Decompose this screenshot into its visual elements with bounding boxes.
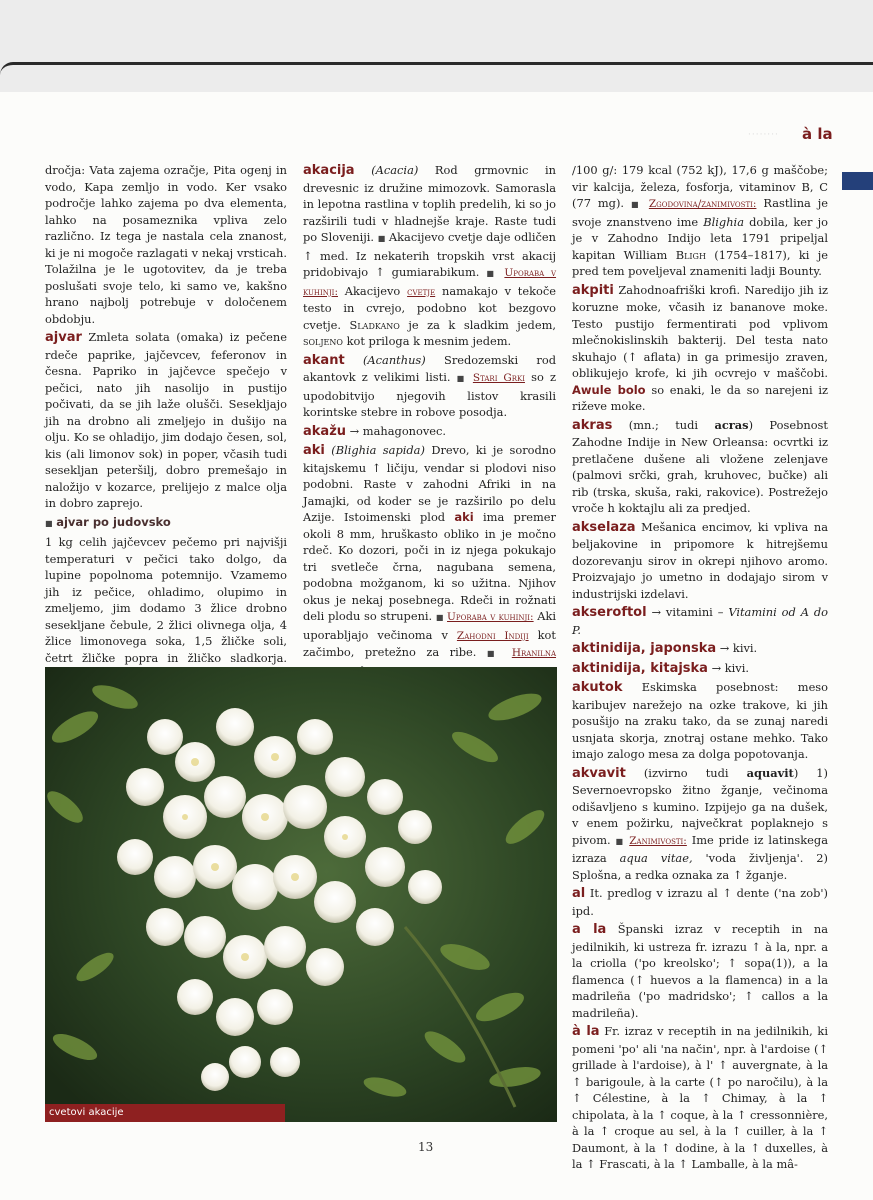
square-bullet-icon: ■	[486, 649, 502, 658]
headword: akpiti	[572, 282, 614, 298]
entry-akras	[572, 417, 828, 517]
entry-text: (izvirno tudi	[643, 765, 729, 780]
entry-text: dobila, ker jo je v Zahodno Indijo leta 1791 pripeljal kapitan William	[572, 214, 829, 262]
section-ref: Uporaba v kuhinji:	[447, 611, 534, 623]
entry-akacija	[303, 162, 556, 350]
entry-text: namakajo v tekoče testo in cvrejo, podobno kot bezgovo cvetje.	[303, 283, 557, 332]
paragraph-dosha: dročja: Vata zajema ozračje, Pita ogenj in vodo, Kapa zemljo in vodo. Ker vsako področje lahko zajema po dva elementa, lahko na posameznika vpliva zelo različno. Iz tega je nastala cela znanost, ki je ni mogoče razlagati v nekaj vrsticah. Tolažilna je le ugotovitev, da je treba poslušati svoje telo, ki samo ve, kakšno hrano najbolj potrebuje v določenem obdobju.	[45, 163, 287, 326]
square-bullet-icon: ■	[377, 234, 386, 243]
latin-name: (Blighia sapida)	[331, 443, 425, 457]
column-3	[572, 162, 828, 1175]
entry-akvavit	[572, 765, 828, 884]
entry-akazu	[303, 423, 556, 441]
inline-headword: aki	[454, 510, 474, 524]
headword: akacija	[303, 163, 355, 178]
square-bullet-icon: ■	[631, 200, 642, 209]
headword: aki	[303, 443, 325, 458]
entry-akpiti	[572, 282, 828, 415]
entry-text: → mahagonovec.	[349, 423, 447, 438]
entry-text: Mešanica encimov, ki vpliva na beljakovine in pripomore k hitrejšemu dozorevanju sirov in okrepi njihovo aromo. Proizvajajo jo umetno in dodajajo sirom v industrijski izdelavi.	[572, 519, 828, 601]
entry-akutok	[572, 679, 828, 763]
entry-text: → kivi.	[711, 660, 750, 675]
entry-text: Akacijevo cvetje daje odličen ↑ med. Iz nekaterih tropskih vrst akacij pridobivajo ↑ gumiarabikum.	[303, 230, 556, 279]
cross-ref: Stari Grki	[472, 372, 525, 384]
headword: akselaza	[572, 519, 636, 535]
column-1	[45, 162, 287, 734]
entry-text: je za k sladkim jedem,	[408, 317, 556, 332]
italic-ref: Vitamini od A do P.	[572, 605, 828, 637]
entry-text: Zahodnoafriški krofi. Naredijo jih iz koruzne moke, včasih iz bananove moke. Testo pustijo fermentirati pod vplivom mlečnokislinskih bakterij. Del testa nato skuhajo (↑ aflata) in ga primesijo zraven, oblikujejo krofe, ki jih ocvrejo v maščobi.	[572, 282, 828, 380]
entry-text: ima premer okoli 8 mm, hruškasto obliko in je močno rdeč. Ko dozori, poči in iz njega pokukajo tri svetleče črna, nagubana semena, podobna možganom, ki so užitna. Njihov okus je nekaj posebnega. Rdeči in rožnati deli plodu so strupeni.	[303, 510, 556, 623]
entry-text: Fr. izraz v receptih in na jedilnikih, ki pomeni 'po' ali 'na način', npr. à l'ardoise (↑ grillade à l'ardoise), à l' ↑ auvergnate, à la ↑ barigoule, à la carte (↑ po naročilu), à la ↑ Célestine, à la ↑ Chimay, à la ↑ chipolata, à la ↑ coque, à la ↑ cressonnière, à la ↑ croque au sel, à la ↑ cuiller, à la ↑ Daumont, à la ↑ dodine, à la ↑ duxelles, à la ↑ Frascati, à la ↑ Lamballe, à la mâ-	[572, 1024, 828, 1171]
section-ref: Zanimivosti:	[629, 834, 687, 847]
entry-text: It. predlog v izrazu al ↑ dente ('na zob') ipd.	[572, 886, 828, 918]
entry-text: 'voda življenja'. 2) Splošna, a redka oznaka za ↑ žganje.	[572, 851, 828, 882]
entry-text: Španski izraz v receptih in na jedilnikih, ki ustreza fr. izrazu ↑ à la, npr. a la criolla ('po kreolsko'; ↑ sopa(1)), a la flamenca (↑ huevos a la flamenca) in a la madrileña ('po madridsko'; ↑ callos a la madrileña).	[572, 922, 829, 1020]
headword: al	[572, 886, 586, 901]
small-caps-term: soljeno	[303, 334, 343, 348]
entry-aktinidija-kitajska	[572, 660, 828, 678]
entry-text: → vitamini –	[651, 605, 724, 619]
entry-text: Sredozemski rod akantovk z velikimi listi.	[303, 352, 556, 384]
entry-text: Zmleta solata (omaka) iz pečene rdeče paprike, jajčevcev, feferonov in česna. Papriko in jajčevce spečejo v pečici, nato jih nasolijo in pustijo počivati, da se jih laže olušči. Sesekljajo jih na drobno ali zmeljejo in dušijo na olju. Ko se ohladijo, jim dodajo česen, sol, kis (ali limonov sok) in poper, včasih tudi sesekljan peteršilj, dobro premešajo in naložijo v kozarce, prelijejo z malce olja in dobro zaprejo.	[45, 330, 287, 510]
entry-aktinidija-japonska	[572, 640, 828, 658]
entry-a-la-french	[572, 1023, 828, 1173]
square-bullet-icon: ■	[615, 836, 625, 846]
entry-aki-continued	[572, 162, 828, 280]
entry-text: Rod grmovnic in drevesnic iz družine mimozovk. Samorasla in lepotna rastlina v toplih predelih, ki so jo razširili tudi v hladnejše kraje. Raste tudi po Sloveniji.	[303, 163, 557, 244]
entry-text: Rastlina je svoje znanstveno ime	[572, 196, 829, 229]
headword: akant	[303, 352, 345, 368]
entry-akselaza	[572, 519, 828, 603]
headword: akvavit	[572, 765, 626, 781]
small-caps-term: Bligh	[675, 247, 706, 262]
entry-text: kot začimbo, pretežno za ribe.	[303, 627, 556, 659]
entry-text: Ime pride iz latinskega izraza	[572, 832, 828, 865]
headword: aktinidija, japonska	[572, 641, 717, 656]
entry-akseroftol	[572, 604, 828, 638]
entry-text: /100 g/: 179 kcal (752 kJ), 17,6 g maščobe; vir kalcija, železa, fosforja, vitaminov B, C (77 mg).	[572, 163, 828, 210]
entry-text: Aki uporabljajo večinoma v	[303, 609, 557, 642]
entry-text: Drevo, ki je sorodno kitajskemu ↑ ličiju, vendar si plodovi niso podobni. Raste v zahodni Afriki in na Jamajki, od koder se je razširilo po delu Azije. Istoimenski plod	[303, 443, 557, 524]
headword: ajvar	[45, 330, 82, 345]
cross-ref: cvetje	[407, 285, 436, 298]
square-bullet-icon: ■	[45, 518, 53, 528]
entry-al	[572, 885, 828, 919]
latin-name: (Acacia)	[371, 163, 419, 177]
entry-text: so z upodobitvijo njegovih listov krasili korintske stebre in robove posodja.	[303, 370, 556, 419]
latin-name: (Acanthus)	[362, 352, 426, 367]
entry-text: (1754–1817), ki je pred tem poveljeval znameniti ladji Bounty.	[572, 247, 828, 278]
entry-text: → kivi.	[719, 641, 758, 655]
entry-text: (mn.; tudi	[628, 417, 699, 432]
entry-text: ) 1) Severnoevropsko žitno žganje, večinoma odišavljeno s kumino. Izpijejo ga na dušek, v enem požirku, največkrat poplaknejo s pivom.	[572, 765, 829, 847]
entry-a-la-spanish	[572, 921, 828, 1021]
headword: akutok	[572, 680, 623, 695]
small-caps-term: Sladkano	[349, 317, 400, 332]
scan-background	[0, 0, 873, 95]
section-ref: Uporaba v kuhinji:	[303, 267, 557, 298]
cross-ref: Zahodni Indiji	[456, 629, 529, 642]
latin-name: aqua vitae,	[619, 851, 693, 865]
recipe-heading	[45, 514, 287, 533]
entry-text: so enaki, le da so narejeni iz riževe moke.	[572, 382, 829, 413]
bold-term: aquavit	[746, 765, 794, 780]
recipe-title: ajvar po judovsko	[56, 514, 171, 529]
entry-aki	[303, 442, 556, 680]
inline-headword: Awule bolo	[572, 382, 646, 397]
section-ref: Zgodovina/zanimivosti:	[648, 198, 757, 210]
headword: à la	[572, 1024, 600, 1039]
entry-text: Akacijevo	[344, 283, 401, 298]
thumb-index-tab	[842, 172, 873, 190]
headword: a la	[572, 922, 607, 937]
entry-ajvar	[45, 329, 287, 512]
column-2	[303, 162, 556, 682]
section-ref: Hranilna	[511, 647, 557, 659]
scan-page-edge	[0, 62, 873, 75]
page-number: 13	[418, 1140, 434, 1154]
recipe-text: 1 kg celih jajčevcev pečemo pri najvišji temperaturi v pečici tako dolgo, da lupine popolnoma potemnijo. Vzamemo jih iz pečice, ohladimo, olupimo in zmeljemo, jim dodamo 3 žlice drobno sesekljane čebule, 2 žlici olivnega olja, 4 žlice limonovega soka, 1,5 žličke soli, četrt žličke popra in žličko sladkorja.	[45, 535, 287, 665]
latin-name: Blighia	[703, 214, 744, 229]
headword: akseroftol	[572, 605, 647, 620]
acacia-flowers-photo	[45, 667, 557, 1122]
square-bullet-icon: ■	[456, 374, 467, 383]
photo-caption: cvetovi akacije	[45, 1104, 285, 1122]
headword: akras	[572, 417, 613, 433]
bold-term: acras	[714, 417, 749, 432]
square-bullet-icon: ■	[435, 613, 444, 622]
headword: akažu	[303, 423, 347, 439]
entry-text: ) Posebnost Zahodne Indije in New Orleansa: ocvrtki iz pretlačene dušene ali vložene zelenjave (palmovi srčki, grah, kruhovec, bučke) ali rib (trska, skuša, raki, rakovice). Postrežejo vroče h koktajlu ali za predjed.	[572, 417, 828, 515]
entry-akant	[303, 352, 556, 421]
square-bullet-icon: ■	[486, 269, 498, 278]
headword: aktinidija, kitajska	[572, 660, 708, 676]
acacia-illustration	[45, 667, 557, 1122]
running-header: à la	[802, 125, 833, 143]
entry-text: kot priloga k mesnim jedem.	[346, 334, 512, 348]
header-faded-text: ········	[748, 130, 779, 140]
entry-text: Eskimska posebnost: meso karibujev narežejo na ozke trakove, ki jih posušijo na zraku tako, da se zunaj naredi usnjata skorja, znotraj ostane mehko. Tako imajo zalogo mesa za dolga popotovanja.	[572, 680, 829, 761]
